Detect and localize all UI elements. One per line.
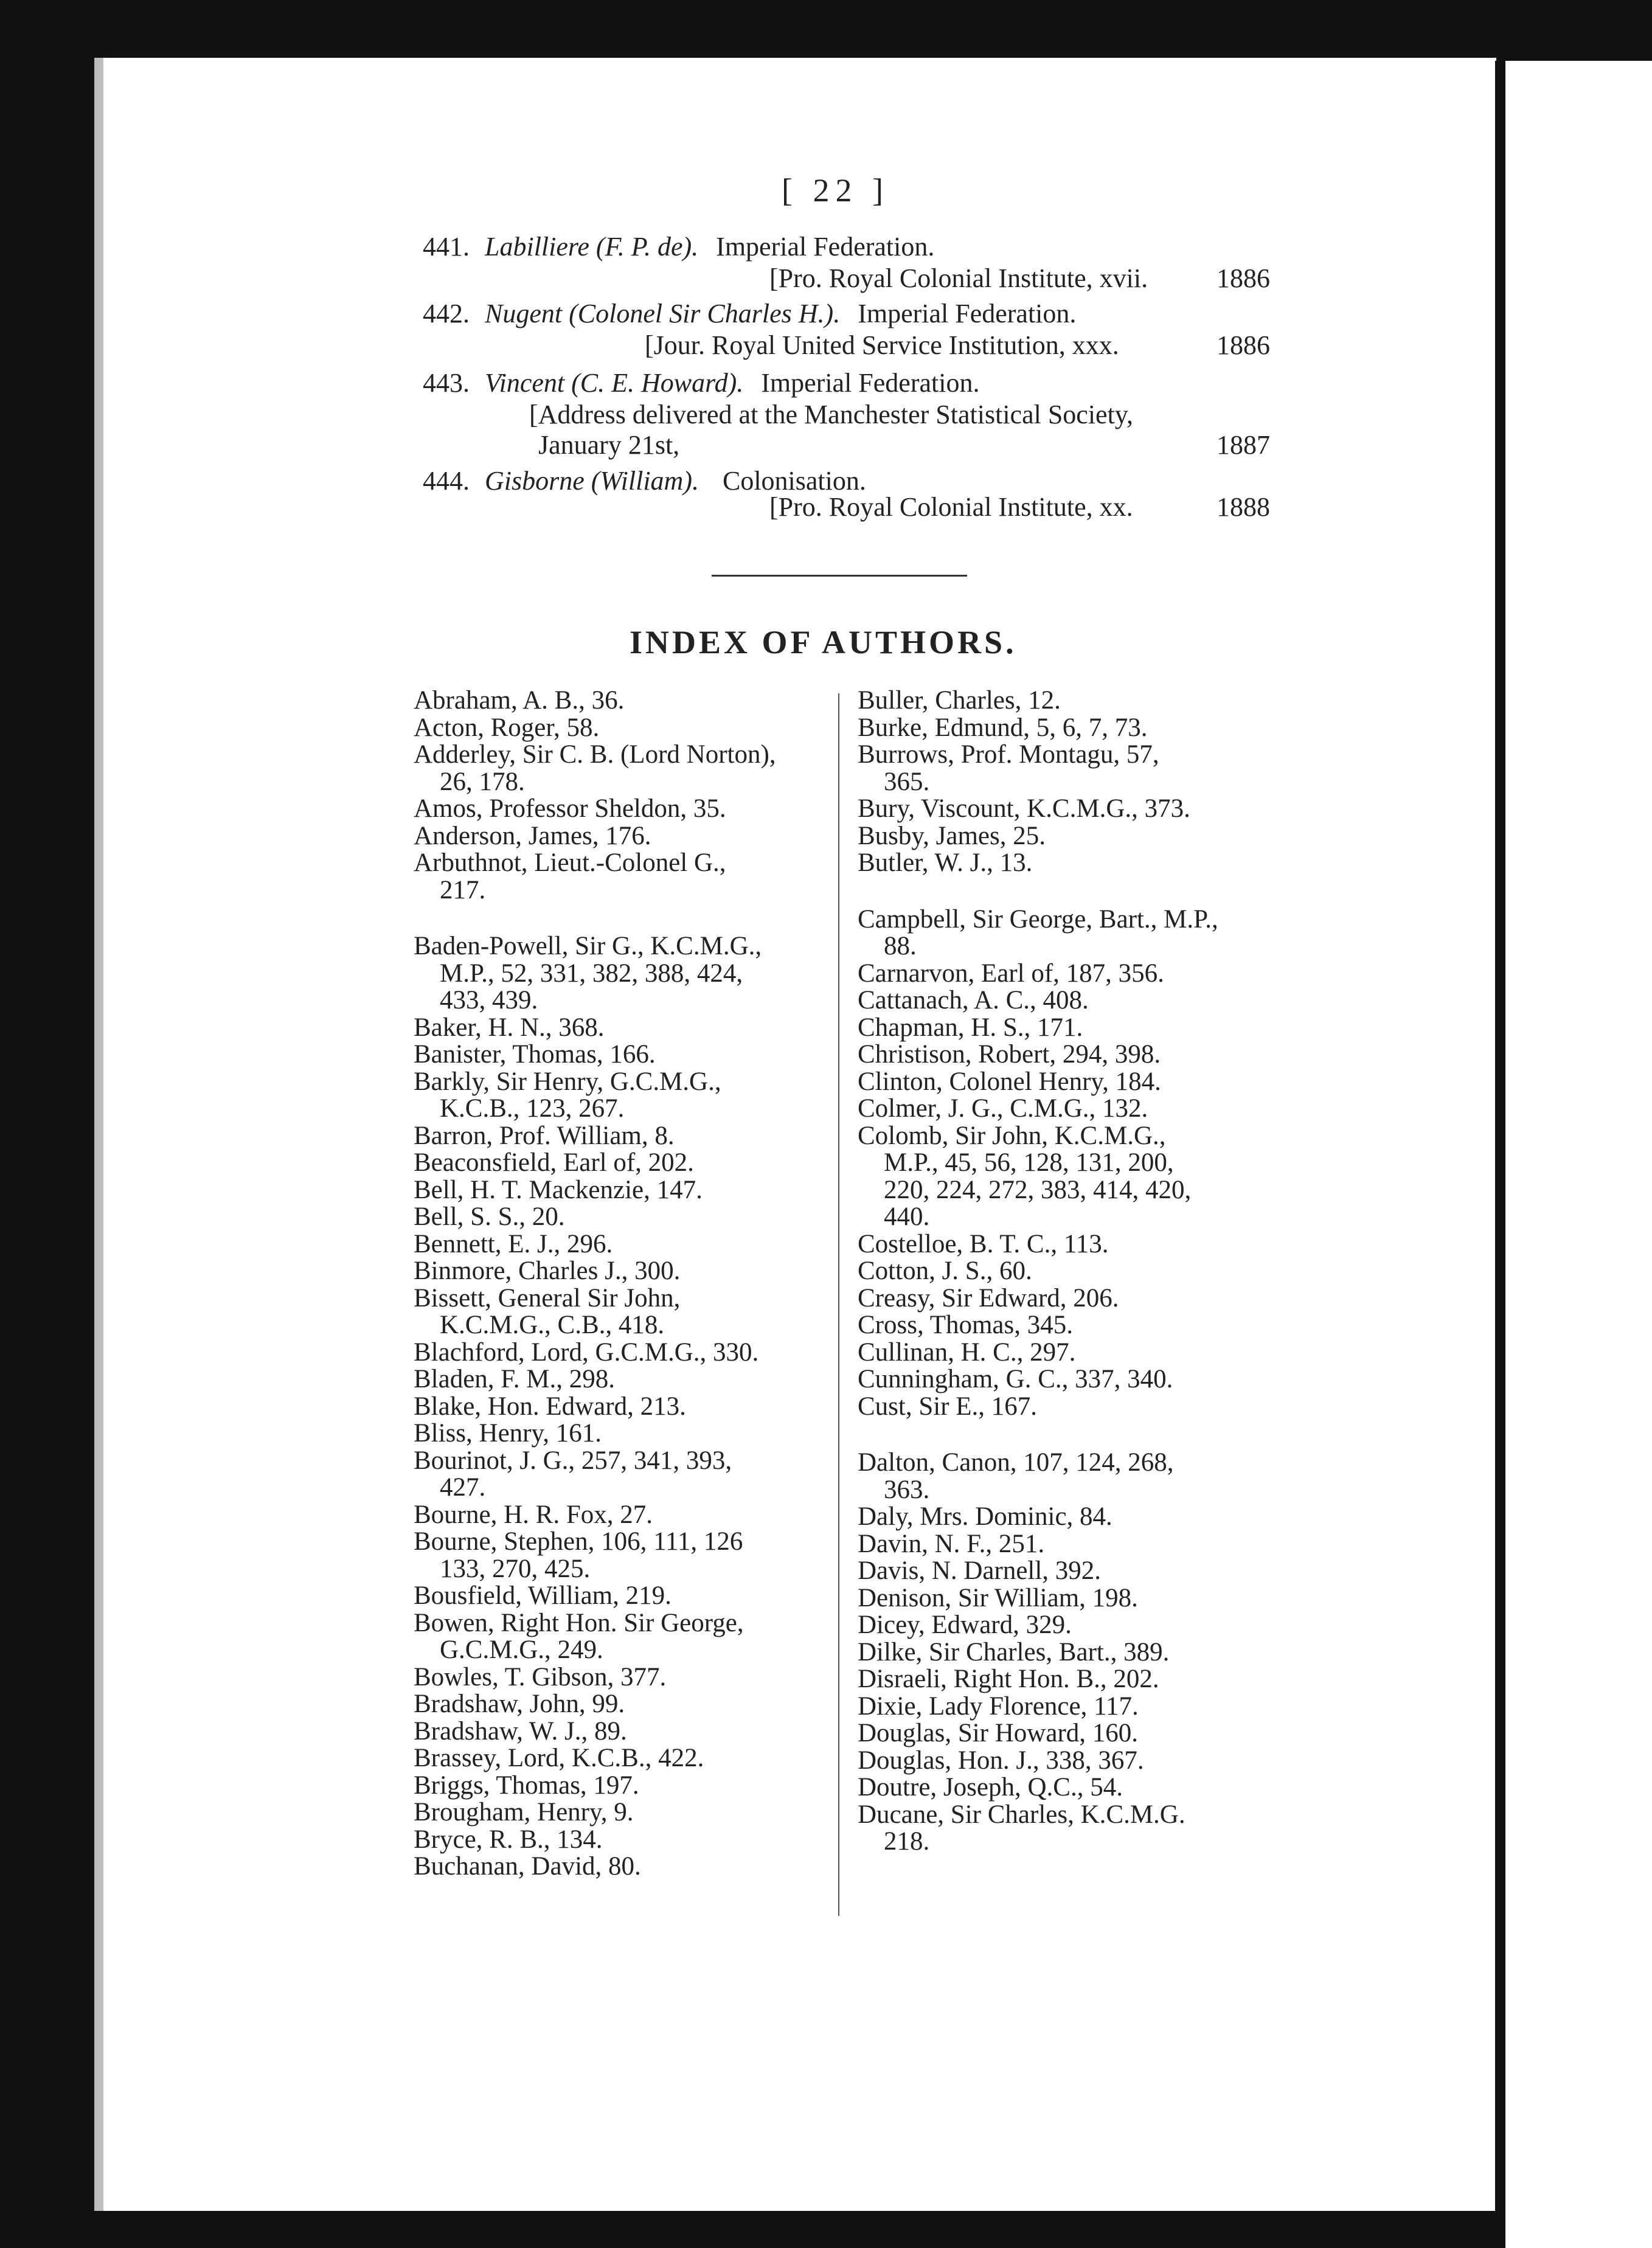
index-entry: Creasy, Sir Edward, 206. — [858, 1283, 1119, 1313]
index-entry: Bissett, General Sir John, — [414, 1283, 681, 1313]
column-divider — [838, 693, 839, 1916]
reference-year: 1886 — [1216, 263, 1270, 293]
reference-number: 442. — [423, 299, 470, 328]
index-entry: Christison, Robert, 294, 398. — [858, 1040, 1161, 1069]
index-entry: 433, 439. — [414, 986, 538, 1015]
index-entry: Chapman, H. S., 171. — [858, 1013, 1083, 1042]
index-right-column — [858, 687, 1259, 1856]
index-entry: 133, 270, 425. — [414, 1554, 591, 1583]
index-entry: Bennett, E. J., 296. — [414, 1229, 613, 1258]
index-entry: Busby, James, 25. — [858, 821, 1046, 850]
reference-author: Nugent (Colonel Sir Charles H.). — [485, 299, 841, 328]
index-entry: Bradshaw, John, 99. — [414, 1690, 625, 1718]
index-entry: Dalton, Canon, 107, 124, 268, — [858, 1448, 1174, 1477]
reference-year: 1887 — [1216, 430, 1270, 460]
index-entry: Cotton, J. S., 60. — [858, 1257, 1032, 1285]
index-entry: Bourinot, J. G., 257, 341, 393, — [414, 1446, 732, 1475]
index-entry: Bousfield, William, 219. — [414, 1581, 672, 1610]
index-entry: Dixie, Lady Florence, 117. — [858, 1691, 1139, 1721]
index-entry: Arbuthnot, Lieut.-Colonel G., — [414, 848, 726, 877]
index-entry: 218. — [858, 1827, 930, 1856]
index-entry: Davin, N. F., 251. — [858, 1529, 1045, 1558]
index-entry: Douglas, Sir Howard, 160. — [858, 1719, 1139, 1747]
index-entry: Ducane, Sir Charles, K.C.M.G. — [858, 1800, 1185, 1829]
index-entry: Bell, H. T. Mackenzie, 147. — [414, 1175, 703, 1204]
reference-author: Gisborne (William). — [485, 466, 699, 496]
index-entry: Daly, Mrs. Dominic, 84. — [858, 1502, 1112, 1531]
index-entry: Briggs, Thomas, 197. — [414, 1771, 639, 1800]
index-entry: Dilke, Sir Charles, Bart., 389. — [858, 1637, 1170, 1667]
reference-title: Imperial Federation. — [716, 232, 935, 262]
index-entry: Anderson, James, 176. — [414, 821, 651, 850]
reference-number: 441. — [423, 232, 470, 262]
index-entry: M.P., 52, 331, 382, 388, 424, — [414, 959, 743, 988]
index-entry: Butler, W. J., 13. — [858, 848, 1033, 877]
index-entry: 217. — [414, 875, 486, 904]
index-entry: Disraeli, Right Hon. B., 202. — [858, 1665, 1159, 1693]
index-entry: 365. — [858, 767, 930, 796]
reference-441 — [423, 231, 934, 263]
index-entry: Buchanan, David, 80. — [414, 1852, 641, 1881]
reference-title: Imperial Federation. — [858, 299, 1077, 328]
index-entry: Barron, Prof. William, 8. — [414, 1121, 675, 1150]
index-entry: Bliss, Henry, 161. — [414, 1419, 602, 1448]
index-entry: Buller, Charles, 12. — [858, 686, 1061, 715]
index-entry: Costelloe, B. T. C., 113. — [858, 1229, 1109, 1258]
index-entry: Bladen, F. M., 298. — [414, 1365, 616, 1393]
index-entry: Barkly, Sir Henry, G.C.M.G., — [414, 1067, 721, 1096]
page-number: [ 22 ] — [782, 172, 889, 209]
index-entry: Douglas, Hon. J., 338, 367. — [858, 1746, 1144, 1775]
index-entry: Burrows, Prof. Montagu, 57, — [858, 740, 1159, 769]
index-entry: Brassey, Lord, K.C.B., 422. — [414, 1744, 704, 1772]
index-entry: Dicey, Edward, 329. — [858, 1611, 1072, 1639]
section-divider — [712, 575, 967, 577]
reference-443 — [423, 367, 979, 399]
index-entry: Beaconsfield, Earl of, 202. — [414, 1148, 694, 1177]
reference-number: 443. — [423, 368, 470, 398]
reference-year: 1888 — [1216, 492, 1270, 522]
reference-title: Colonisation. — [722, 466, 866, 496]
index-entry: Bowen, Right Hon. Sir George, — [414, 1608, 744, 1637]
reference-number: 444. — [423, 466, 470, 496]
index-entry: Amos, Professor Sheldon, 35. — [414, 794, 726, 823]
index-entry: Burke, Edmund, 5, 6, 7, 73. — [858, 713, 1148, 742]
index-entry: Clinton, Colonel Henry, 184. — [858, 1067, 1161, 1096]
reference-year: 1886 — [1216, 330, 1270, 360]
index-entry: K.C.M.G., C.B., 418. — [414, 1311, 665, 1339]
index-entry: Carnarvon, Earl of, 187, 356. — [858, 959, 1164, 988]
index-entry: 26, 178. — [414, 767, 525, 796]
index-entry: Cullinan, H. C., 297. — [858, 1337, 1076, 1367]
index-entry: Blachford, Lord, G.C.M.G., 330. — [414, 1337, 759, 1367]
index-entry: Bryce, R. B., 134. — [414, 1825, 603, 1854]
index-entry: 220, 224, 272, 383, 414, 420, — [858, 1175, 1192, 1204]
reference-author: Labilliere (F. P. de). — [485, 232, 699, 262]
index-entry: Bury, Viscount, K.C.M.G., 373. — [858, 794, 1190, 823]
index-entry: Bradshaw, W. J., 89. — [414, 1716, 627, 1746]
index-entry: M.P., 45, 56, 128, 131, 200, — [858, 1148, 1174, 1177]
index-entry: G.C.M.G., 249. — [414, 1636, 603, 1664]
reference-source: [Jour. Royal United Service Institution, xxx. — [645, 330, 1119, 360]
index-entry: Brougham, Henry, 9. — [414, 1798, 634, 1826]
reference-author: Vincent (C. E. Howard). — [485, 368, 744, 398]
index-entry: Doutre, Joseph, Q.C., 54. — [858, 1773, 1123, 1802]
index-entry: Baden-Powell, Sir G., K.C.M.G., — [414, 932, 762, 960]
index-entry: Davis, N. Darnell, 392. — [858, 1556, 1102, 1585]
adjacent-page — [1505, 61, 1652, 2248]
index-entry: Adderley, Sir C. B. (Lord Norton), — [414, 740, 776, 769]
index-entry: Cunningham, G. C., 337, 340. — [858, 1365, 1173, 1393]
index-entry: Baker, H. N., 368. — [414, 1013, 605, 1042]
index-entry: Abraham, A. B., 36. — [414, 686, 625, 715]
reference-source: [Pro. Royal Colonial Institute, xx. — [769, 492, 1133, 522]
index-entry: Binmore, Charles J., 300. — [414, 1257, 681, 1285]
index-entry: 440. — [858, 1202, 930, 1231]
index-entry: Blake, Hon. Edward, 213. — [414, 1392, 686, 1421]
reference-source-continued: January 21st, — [538, 430, 680, 460]
index-entry: K.C.B., 123, 267. — [414, 1094, 625, 1123]
index-entry: 427. — [414, 1473, 486, 1502]
index-left-column — [414, 687, 812, 1881]
reference-title: Imperial Federation. — [761, 368, 980, 398]
reference-source: [Pro. Royal Colonial Institute, xvii. — [769, 263, 1148, 293]
reference-source: [Address delivered at the Manchester Statistical Society, — [529, 400, 1133, 429]
index-entry: Bourne, H. R. Fox, 27. — [414, 1500, 653, 1529]
index-entry: 363. — [858, 1475, 930, 1504]
index-entry: Colomb, Sir John, K.C.M.G., — [858, 1121, 1166, 1150]
index-entry: Denison, Sir William, 198. — [858, 1583, 1138, 1612]
index-entry: Bowles, T. Gibson, 377. — [414, 1662, 667, 1691]
index-entry: Colmer, J. G., C.M.G., 132. — [858, 1094, 1148, 1123]
index-entry: Cattanach, A. C., 408. — [858, 986, 1089, 1015]
index-entry: Cust, Sir E., 167. — [858, 1392, 1038, 1421]
index-entry: Banister, Thomas, 166. — [414, 1040, 656, 1069]
index-entry: Bell, S. S., 20. — [414, 1202, 565, 1231]
reference-442 — [423, 298, 1076, 330]
index-entry: Campbell, Sir George, Bart., M.P., — [858, 904, 1218, 934]
index-entry: 88. — [858, 932, 917, 960]
index-entry: Bourne, Stephen, 106, 111, 126 — [414, 1527, 743, 1556]
index-entry: Cross, Thomas, 345. — [858, 1311, 1073, 1339]
index-entry: Acton, Roger, 58. — [414, 713, 600, 742]
index-title: INDEX OF AUTHORS. — [630, 624, 1017, 661]
